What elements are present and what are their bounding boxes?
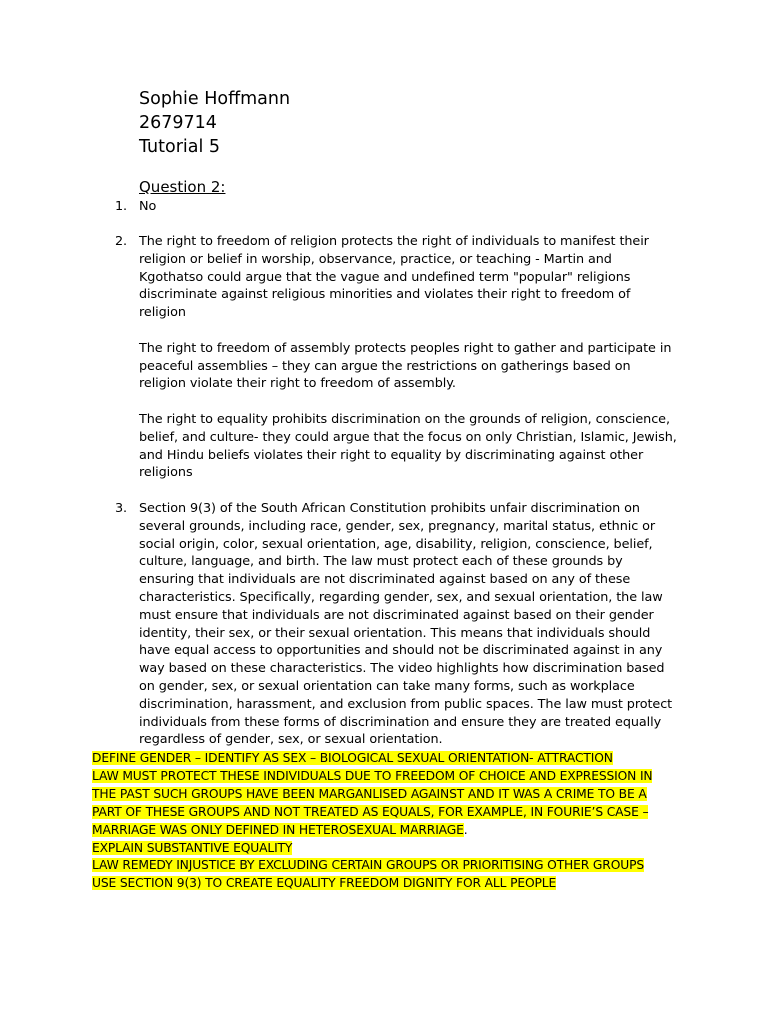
note-line xyxy=(92,786,692,804)
note-line xyxy=(92,822,692,840)
list-number: 3. xyxy=(115,501,128,516)
note-line xyxy=(92,875,692,893)
student-number: 2679714 xyxy=(139,113,217,133)
tutorial-title: Tutorial 5 xyxy=(139,137,221,157)
question-heading: Question 2: xyxy=(139,178,226,196)
highlighted-text: USE SECTION 9(3) TO CREATE EQUALITY FREEDOM DIGNITY FOR ALL PEOPLE xyxy=(92,876,557,891)
note-line xyxy=(92,840,692,858)
note-period: . xyxy=(463,822,468,837)
list-number: 2. xyxy=(115,234,128,249)
answer-paragraph: No xyxy=(139,199,157,214)
note-line xyxy=(92,804,692,822)
highlighted-text: LAW MUST PROTECT THESE INDIVIDUALS DUE TO FREEDOM OF CHOICE AND EXPRESSION IN xyxy=(92,768,653,783)
highlighted-notes xyxy=(92,750,692,893)
highlighted-text: MARRIAGE WAS ONLY DEFINED IN HETEROSEXUAL MARRIAGE xyxy=(92,822,464,837)
answer-content xyxy=(139,233,679,482)
highlighted-text: EXPLAIN SUBSTANTIVE EQUALITY xyxy=(92,840,293,855)
list-number: 1. xyxy=(115,199,128,214)
answer-content xyxy=(139,198,679,216)
note-line xyxy=(92,857,692,875)
highlighted-text: THE PAST SUCH GROUPS HAVE BEEN MARGANLISED AGAINST AND IT WAS A CRIME TO BE A xyxy=(92,786,647,801)
answer-paragraph: The right to freedom of religion protects the right of individuals to manifest their religion or belief in worship, observance, practice, or teaching - Martin and Kgothatso could argue that the vague and undefined term "popular" religions discriminate against religious minorities and violates their right to freedom of religion xyxy=(139,234,649,321)
answer-paragraph: The right to freedom of assembly protects peoples right to gather and participate in peaceful assemblies – they can argue the restrictions on gatherings based on religion violate their right to freedom of assembly. xyxy=(139,340,672,392)
highlighted-text: PART OF THESE GROUPS AND NOT TREATED AS EQUALS, FOR EXAMPLE, IN FOURIE’S CASE – xyxy=(92,804,649,819)
answer-paragraph: The right to equality prohibits discrimination on the grounds of religion, conscience, belief, and culture- they could argue that the focus on only Christian, Islamic, Jewish, and Hindu beliefs violates their right to equality by discriminating against other religions xyxy=(139,411,677,481)
highlighted-text: DEFINE GENDER – IDENTIFY AS SEX – BIOLOGICAL SEXUAL ORIENTATION- ATTRACTION xyxy=(92,751,613,765)
author-name: Sophie Hoffmann xyxy=(139,89,291,109)
highlighted-text: LAW REMEDY INJUSTICE BY EXCLUDING CERTAIN GROUPS OR PRIORITISING OTHER GROUPS xyxy=(92,858,644,873)
answer-content xyxy=(139,500,679,749)
answer-paragraph: Section 9(3) of the South African Constitution prohibits unfair discrimination on several grounds, including race, gender, sex, pregnancy, marital status, ethnic or social origin, color, sexual orientation, age, disability, religion, conscience, belief, culture, language, and birth. The law must protect each of these grounds by ensuring that individuals are not discriminated against based on any of these characteristics. Specifically, regarding gender, sex, and sexual orientation, the law must ensure that individuals are not discriminated against based on their gender identity, their sex, or their sexual orientation. This means that individuals should have equal access to opportunities and should not be discriminated against in any way based on these characteristics. The video highlights how discrimination based on gender, sex, or sexual orientation can take many forms, such as workplace discrimination, harassment, and exclusion from public spaces. The law must protect individuals from these forms of discrimination and ensure they are treated equally regardless of gender, sex, or sexual orientation. xyxy=(139,501,673,748)
note-line xyxy=(92,768,692,786)
note-line xyxy=(92,750,692,768)
